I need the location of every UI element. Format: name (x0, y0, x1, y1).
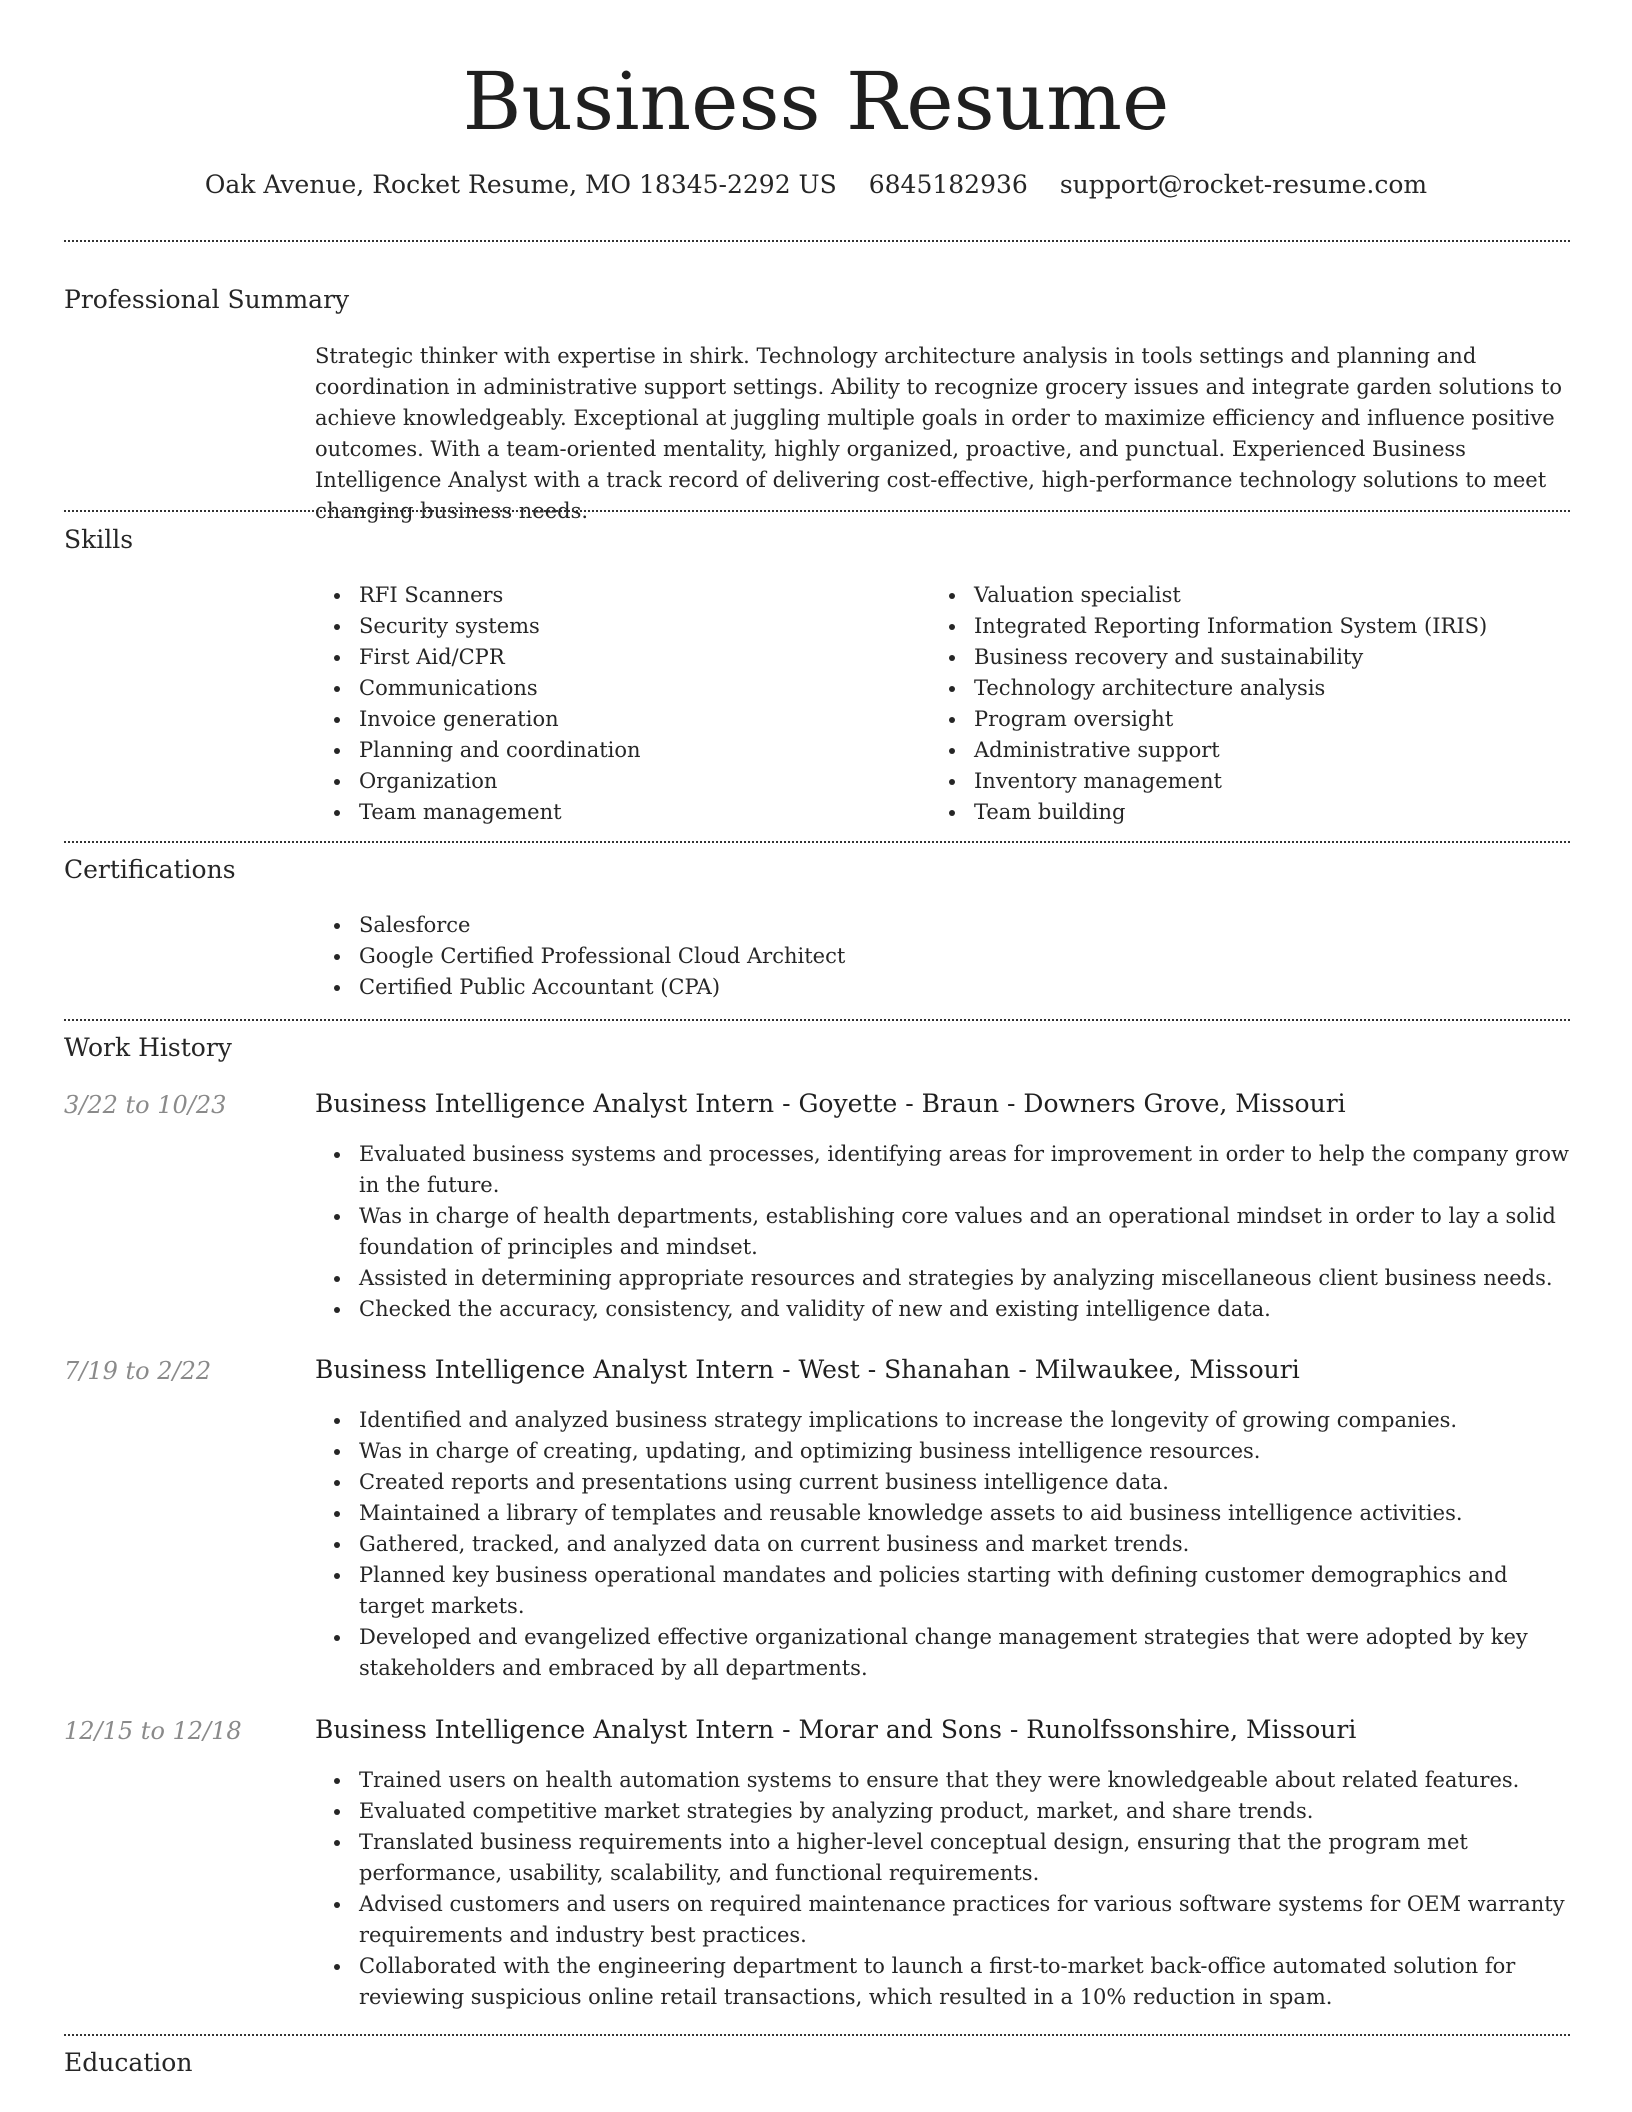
job-bullet: Translated business requirements into a higher-level conceptual design, ensuring that the program met performance, usability, scalability, and functional requirements. (359, 1827, 1570, 1889)
skill-item: Planning and coordination (359, 735, 915, 766)
job-bullet: Collaborated with the engineering department to launch a first-to-market back-office automated solution for reviewing suspicious online retail transactions, which resulted in a 10% reduction in spam. (359, 1951, 1570, 2013)
job-bullet: Planned key business operational mandates and policies starting with defining customer demographics and target markets. (359, 1560, 1570, 1622)
certification-item: Certified Public Accountant (CPA) (359, 972, 1570, 1003)
job-bullet: Developed and evangelized effective organizational change management strategies that were adopted by key stakeholders and embraced by all departments. (359, 1622, 1570, 1684)
skill-item: Integrated Reporting Information System (IRIS) (974, 611, 1570, 642)
skill-item: Team building (974, 797, 1570, 828)
section-heading-skills: Skills (64, 525, 134, 554)
section-heading-education: Education (64, 2048, 193, 2077)
job-bullet: Assisted in determining appropriate resources and strategies by analyzing miscellaneous client business needs. (359, 1263, 1570, 1294)
job-title: Business Intelligence Analyst Intern - West - Shanahan - Milwaukee, Missouri (315, 1355, 1300, 1384)
job-title: Business Intelligence Analyst Intern - Morar and Sons - Runolfssonshire, Missouri (315, 1715, 1357, 1744)
job-bullet: Evaluated competitive market strategies by analyzing product, market, and share trends. (359, 1796, 1570, 1827)
job-bullet: Identified and analyzed business strategy implications to increase the longevity of growing companies. (359, 1405, 1570, 1436)
section-heading-work-history: Work History (64, 1033, 232, 1062)
job-bullet: Advised customers and users on required maintenance practices for various software systems for OEM warranty requirements and industry best practices. (359, 1889, 1570, 1951)
job-bullet: Checked the accuracy, consistency, and validity of new and existing intelligence data. (359, 1294, 1570, 1325)
skill-item: RFI Scanners (359, 580, 915, 611)
job-bullet: Evaluated business systems and processes, identifying areas for improvement in order to help the company grow in the future. (359, 1139, 1570, 1201)
job-bullets (315, 1405, 1570, 1684)
section-heading-certifications: Certifications (64, 855, 236, 884)
job-bullet: Gathered, tracked, and analyzed data on current business and market trends. (359, 1529, 1570, 1560)
job-bullets (315, 1765, 1570, 2013)
job-bullet: Was in charge of health departments, establishing core values and an operational mindset in order to lay a solid foundation of principles and mindset. (359, 1201, 1570, 1263)
skill-item: Invoice generation (359, 704, 915, 735)
skill-item: Organization (359, 766, 915, 797)
certification-item: Google Certified Professional Cloud Architect (359, 941, 1570, 972)
divider (64, 510, 1570, 512)
skills-right-column (930, 580, 1570, 828)
skills-left-column (315, 580, 915, 828)
resume-title: Business Resume (462, 55, 1170, 148)
certifications-list (315, 910, 1570, 1003)
job-dates: 12/15 to 12/18 (64, 1717, 242, 1745)
skill-item: Valuation specialist (974, 580, 1570, 611)
skill-item: Technology architecture analysis (974, 673, 1570, 704)
section-heading-summary: Professional Summary (64, 285, 350, 314)
skill-item: Administrative support (974, 735, 1570, 766)
divider (64, 841, 1570, 843)
summary-body (315, 341, 1570, 527)
contact-email: support@rocket-resume.com (1059, 170, 1428, 199)
job-bullet: Trained users on health automation systems to ensure that they were knowledgeable about related features. (359, 1765, 1570, 1796)
divider (64, 240, 1570, 242)
certification-item: Salesforce (359, 910, 1570, 941)
skill-item: Communications (359, 673, 915, 704)
skill-item: Business recovery and sustainability (974, 642, 1570, 673)
divider (64, 1019, 1570, 1021)
contact-address: Oak Avenue, Rocket Resume, MO 18345-2292 US (204, 170, 837, 199)
job-title: Business Intelligence Analyst Intern - Goyette - Braun - Downers Grove, Missouri (315, 1089, 1346, 1118)
divider (64, 2034, 1570, 2036)
skill-item: Inventory management (974, 766, 1570, 797)
summary-text: Strategic thinker with expertise in shirk. Technology architecture analysis in tools settings and planning and coordination in administrative support settings. Ability to recognize grocery issues and integrate garden solutions to achieve knowledgeably. Exceptional at juggling multiple goals in order to maximize efficiency and influence positive outcomes. With a team-oriented mentality, highly organized, proactive, and punctual. Experienced Business Intelligence Analyst with a track record of delivering cost-effective, high-performance technology solutions to meet changing business needs. (315, 344, 1562, 523)
job-dates: 3/22 to 10/23 (64, 1091, 227, 1119)
job-bullets (315, 1139, 1570, 1325)
skill-item: Program oversight (974, 704, 1570, 735)
contact-line (0, 168, 1632, 202)
contact-phone: 6845182936 (868, 170, 1028, 199)
skill-item: First Aid/CPR (359, 642, 915, 673)
skill-item: Security systems (359, 611, 915, 642)
job-bullet: Was in charge of creating, updating, and optimizing business intelligence resources. (359, 1436, 1570, 1467)
job-dates: 7/19 to 2/22 (64, 1357, 212, 1385)
skill-item: Team management (359, 797, 915, 828)
job-bullet: Created reports and presentations using current business intelligence data. (359, 1467, 1570, 1498)
job-bullet: Maintained a library of templates and reusable knowledge assets to aid business intelligence activities. (359, 1498, 1570, 1529)
